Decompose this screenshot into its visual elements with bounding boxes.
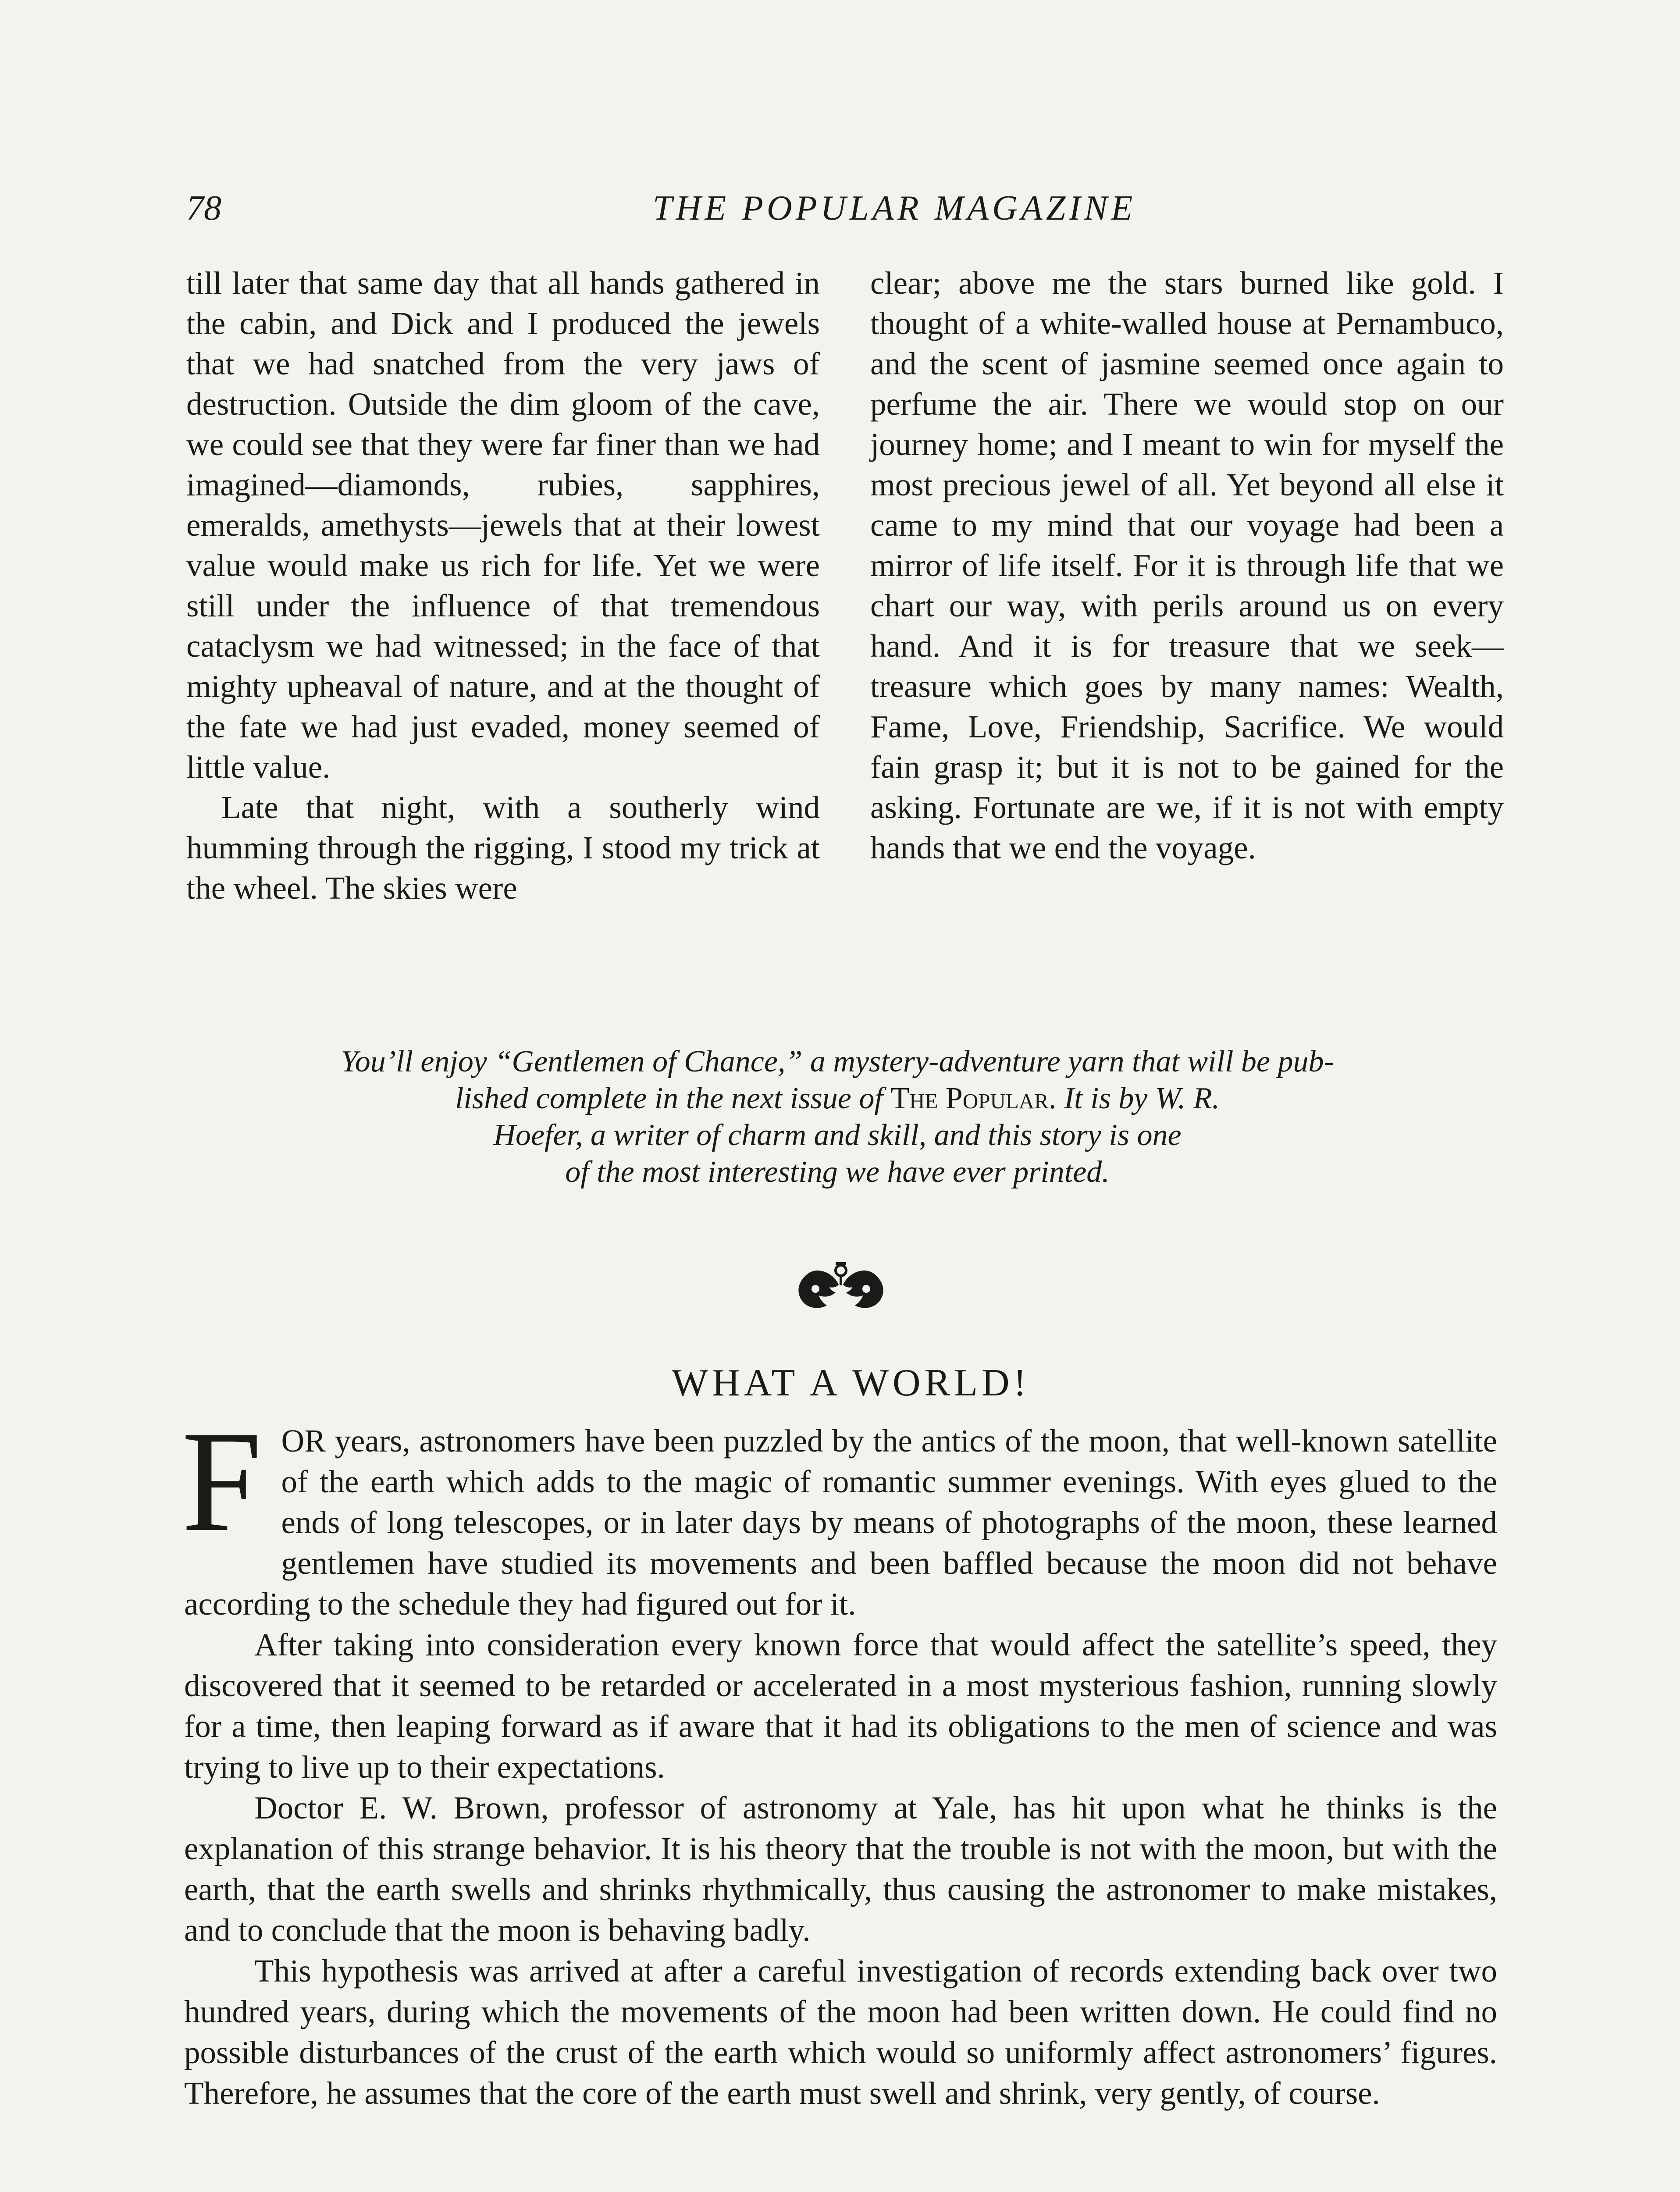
editor-note-text: lished complete in the next issue of — [455, 1082, 891, 1115]
article-body — [182, 1402, 1497, 2114]
editor-note-text: It is by W. R. — [1056, 1082, 1220, 1115]
left-column-paragraph: Late that night, with a southerly wind humming through the rigging, I stood my trick at the wheel. The skies were — [186, 790, 820, 906]
editor-note-line — [167, 1080, 1508, 1117]
drop-cap: F — [182, 1402, 262, 1562]
right-column — [870, 263, 1504, 868]
magazine-name: The Popular. — [890, 1082, 1057, 1115]
article-paragraph: Doctor E. W. Brown, professor of astronomy at Yale, has hit upon what he thinks is the explanation of this strange behavior. It is his theory that the trouble is not with the moon, but with the earth, that the earth swells and shrinks rhythmically, thus causing the astronomer to make mistakes, and to conclude that the moon is behaving badly. — [184, 1790, 1497, 1948]
page-number: 78 — [186, 189, 221, 228]
magazine-title: THE POPULAR MAGAZINE — [652, 189, 1136, 228]
editor-note-line: You’ll enjoy “Gentlemen of Chance,” a mystery-adventure yarn that will be pub- — [341, 1045, 1334, 1078]
editor-note-line: Hoefer, a writer of charm and skill, and this story is one — [493, 1118, 1182, 1152]
editor-note — [167, 1043, 1508, 1191]
article-paragraph: After taking into consideration every known force that would affect the satellite’s speed, they discovered that it seemed to be retarded or accelerated in a most mysterious fashion, running slowly for a time, then leaping forward as if aware that it had its obligations to the men of science and was trying to live up to their expectations. — [184, 1627, 1497, 1785]
story-conclusion — [186, 263, 1504, 1039]
article-paragraph: OR years, astronomers have been puzzled by the antics of the moon, that well-known satellite of the earth which adds to the magic of romantic summer evenings. With eyes glued to the ends of long telescopes, or in later days by means of photographs of the moon, these learned gentlemen have studied its movements and been baffled because the moon did not behave according to the schedule they had figured out for it. — [184, 1423, 1497, 1622]
article-paragraph: This hypothesis was arrived at after a careful investigation of records extending back over two hundred years, during which the movements of the moon had been written down. He could find no possible disturbances of the crust of the earth which would so uniformly affect astronomers’ figures. Therefore, he assumes that the core of the earth must swell and shrink, very gently, of course. — [184, 1953, 1497, 2111]
running-head — [186, 184, 1502, 232]
left-column — [186, 263, 820, 908]
decorative-fleuron-icon — [793, 1254, 889, 1320]
editor-note-line: of the most interesting we have ever printed. — [565, 1155, 1110, 1189]
article-title: WHAT A WORLD! — [672, 1362, 1030, 1404]
left-column-paragraph: till later that same day that all hands gathered in the cabin, and Dick and I produced the jewels that we had snatched from the very jaws of destruction. Outside the dim gloom of the cave, we could see that they were far finer than we had imagined—diamonds, rubies, sapphires, emeralds, amethysts—jewels that at their lowest value would make us rich for life. Yet we were still under the influence of that tremendous cataclysm we had witnessed; in the face of that mighty upheaval of nature, and at the thought of the fate we had just evaded, money seemed of little value. — [186, 265, 820, 785]
right-column-paragraph: clear; above me the stars burned like gold. I thought of a white-walled house at Pernambuco, and the scent of jasmine seemed once again to perfume the air. There we would stop on our journey home; and I meant to win for myself the most precious jewel of all. Yet beyond all else it came to my mind that our voyage had been a mirror of life itself. For it is through life that we chart our way, with perils around us on every hand. And it is for treasure that we seek—treasure which goes by many names: Wealth, Fame, Love, Friendship, Sacrifice. We would fain grasp it; but it is not to be gained for the asking. Fortunate are we, if it is not with empty hands that we end the voyage. — [870, 265, 1504, 865]
